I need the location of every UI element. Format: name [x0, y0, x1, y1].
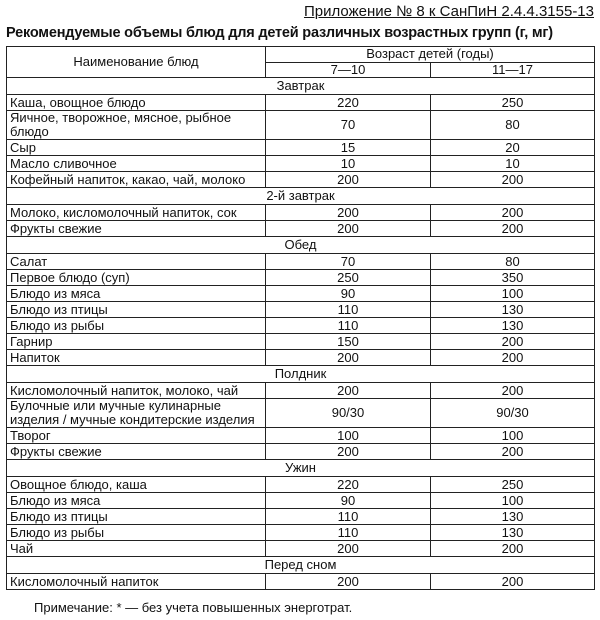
value-cell-7-10: 200	[266, 221, 431, 237]
value-cell-7-10: 90	[266, 286, 431, 302]
dish-name-cell: Молоко, кисломолочный напиток, сок	[7, 205, 266, 221]
dish-name-cell: Кофейный напиток, какао, чай, молоко	[7, 172, 266, 188]
value-cell-7-10: 200	[266, 444, 431, 460]
value-cell-7-10: 70	[266, 111, 431, 140]
table-row	[7, 95, 595, 111]
value-cell-7-10: 15	[266, 140, 431, 156]
section-title: Полдник	[7, 366, 595, 383]
value-cell-7-10: 110	[266, 302, 431, 318]
value-cell-11-17: 100	[431, 286, 595, 302]
dish-name-cell: Напиток	[7, 350, 266, 366]
dish-name-cell: Кисломолочный напиток	[7, 574, 266, 590]
section-row	[7, 188, 595, 205]
table-row	[7, 172, 595, 188]
value-cell-11-17: 130	[431, 509, 595, 525]
value-cell-11-17: 350	[431, 270, 595, 286]
value-cell-7-10: 150	[266, 334, 431, 350]
dish-name-cell: Булочные или мучные кулинарные изделия / мучные кондитерские изделия	[7, 399, 266, 428]
table-row	[7, 205, 595, 221]
section-title: 2-й завтрак	[7, 188, 595, 205]
value-cell-7-10: 220	[266, 95, 431, 111]
header-age-range-1: 7—10	[266, 62, 431, 78]
dish-name-cell: Овощное блюдо, каша	[7, 477, 266, 493]
value-cell-7-10: 250	[266, 270, 431, 286]
dish-name-cell: Творог	[7, 428, 266, 444]
value-cell-7-10: 70	[266, 254, 431, 270]
dish-name-cell: Салат	[7, 254, 266, 270]
value-cell-11-17: 200	[431, 574, 595, 590]
header-dish-name: Наименование блюд	[7, 47, 266, 78]
value-cell-7-10: 200	[266, 383, 431, 399]
table-header	[7, 47, 595, 78]
dish-name-cell: Чай	[7, 541, 266, 557]
section-title: Обед	[7, 237, 595, 254]
table-row	[7, 156, 595, 172]
table-row	[7, 221, 595, 237]
value-cell-7-10: 100	[266, 428, 431, 444]
table-row	[7, 428, 595, 444]
table-row	[7, 525, 595, 541]
value-cell-11-17: 130	[431, 302, 595, 318]
table-row	[7, 334, 595, 350]
table-row	[7, 383, 595, 399]
table-row	[7, 444, 595, 460]
table-row	[7, 541, 595, 557]
dish-name-cell: Фрукты свежие	[7, 221, 266, 237]
table-row	[7, 493, 595, 509]
value-cell-7-10: 200	[266, 172, 431, 188]
value-cell-11-17: 200	[431, 541, 595, 557]
value-cell-11-17: 100	[431, 493, 595, 509]
header-age: Возраст детей (годы)	[266, 47, 595, 63]
dish-name-cell: Блюдо из птицы	[7, 509, 266, 525]
section-title: Завтрак	[7, 78, 595, 95]
table-row	[7, 270, 595, 286]
dish-name-cell: Блюдо из мяса	[7, 286, 266, 302]
section-row	[7, 366, 595, 383]
value-cell-11-17: 200	[431, 350, 595, 366]
value-cell-7-10: 220	[266, 477, 431, 493]
portion-table	[6, 46, 595, 590]
value-cell-7-10: 200	[266, 574, 431, 590]
section-title: Ужин	[7, 460, 595, 477]
value-cell-7-10: 200	[266, 205, 431, 221]
section-row	[7, 78, 595, 95]
section-row	[7, 237, 595, 254]
value-cell-7-10: 110	[266, 509, 431, 525]
dish-name-cell: Фрукты свежие	[7, 444, 266, 460]
value-cell-11-17: 250	[431, 477, 595, 493]
table-row	[7, 477, 595, 493]
table-row	[7, 254, 595, 270]
value-cell-7-10: 200	[266, 350, 431, 366]
table-row	[7, 350, 595, 366]
appendix-reference: Приложение № 8 к СанПиН 2.4.4.3155-13	[303, 3, 594, 20]
value-cell-11-17: 200	[431, 172, 595, 188]
value-cell-7-10: 90	[266, 493, 431, 509]
dish-name-cell: Блюдо из рыбы	[7, 525, 266, 541]
value-cell-11-17: 100	[431, 428, 595, 444]
value-cell-11-17: 130	[431, 318, 595, 334]
table-body	[7, 78, 595, 590]
dish-name-cell: Масло сливочное	[7, 156, 266, 172]
dish-name-cell: Блюдо из птицы	[7, 302, 266, 318]
value-cell-7-10: 200	[266, 541, 431, 557]
value-cell-11-17: 200	[431, 383, 595, 399]
table-row	[7, 111, 595, 140]
section-row	[7, 460, 595, 477]
value-cell-11-17: 200	[431, 444, 595, 460]
value-cell-7-10: 90/30	[266, 399, 431, 428]
value-cell-11-17: 200	[431, 221, 595, 237]
dish-name-cell: Гарнир	[7, 334, 266, 350]
value-cell-11-17: 10	[431, 156, 595, 172]
table-row	[7, 318, 595, 334]
value-cell-11-17: 200	[431, 334, 595, 350]
footnote: Примечание: * — без учета повышенных энерготрат.	[34, 600, 353, 615]
value-cell-11-17: 250	[431, 95, 595, 111]
table-row	[7, 286, 595, 302]
value-cell-11-17: 90/30	[431, 399, 595, 428]
value-cell-11-17: 80	[431, 111, 595, 140]
dish-name-cell: Блюдо из рыбы	[7, 318, 266, 334]
value-cell-11-17: 80	[431, 254, 595, 270]
table-row	[7, 302, 595, 318]
table-row	[7, 509, 595, 525]
dish-name-cell: Яичное, творожное, мясное, рыбное блюдо	[7, 111, 266, 140]
value-cell-7-10: 110	[266, 525, 431, 541]
header-age-range-2: 11—17	[431, 62, 595, 78]
dish-name-cell: Первое блюдо (суп)	[7, 270, 266, 286]
value-cell-11-17: 20	[431, 140, 595, 156]
section-title: Перед сном	[7, 557, 595, 574]
table-row	[7, 574, 595, 590]
dish-name-cell: Каша, овощное блюдо	[7, 95, 266, 111]
document-title: Рекомендуемые объемы блюд для детей различных возрастных групп (г, мг)	[6, 25, 553, 41]
value-cell-11-17: 130	[431, 525, 595, 541]
section-row	[7, 557, 595, 574]
value-cell-7-10: 110	[266, 318, 431, 334]
value-cell-7-10: 10	[266, 156, 431, 172]
table-row	[7, 140, 595, 156]
dish-name-cell: Кисломолочный напиток, молоко, чай	[7, 383, 266, 399]
table-row	[7, 399, 595, 428]
dish-name-cell: Блюдо из мяса	[7, 493, 266, 509]
dish-name-cell: Сыр	[7, 140, 266, 156]
value-cell-11-17: 200	[431, 205, 595, 221]
